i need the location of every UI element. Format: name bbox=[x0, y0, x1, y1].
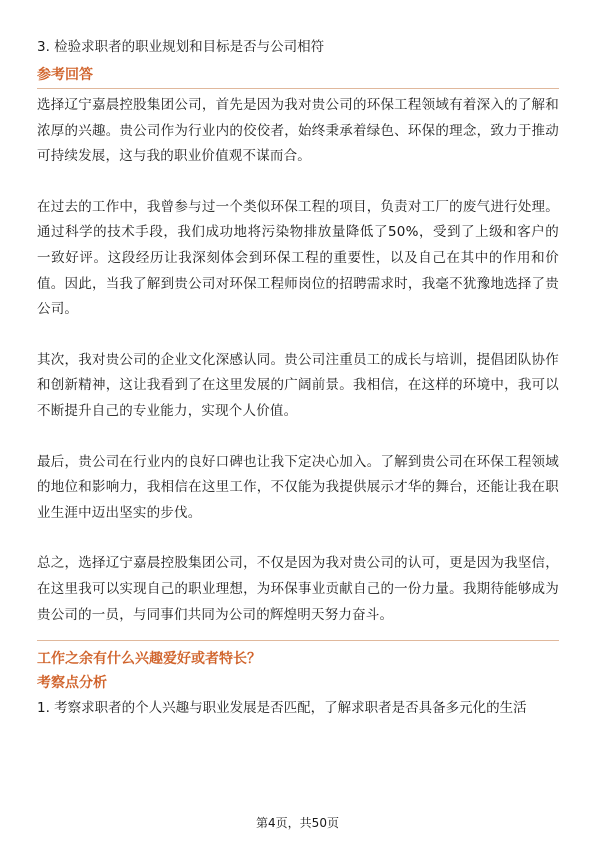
section-divider bbox=[37, 640, 559, 641]
analysis-heading: 考察点分析 bbox=[37, 675, 107, 692]
answer-heading: 参考回答 bbox=[37, 64, 559, 89]
answer-paragraph-3: 其次，我对贵公司的企业文化深感认同。贵公司注重员工的成长与培训，提倡团队协作和创新精神，这让我看到了在这里发展的广阔前景。我相信，在这样的环境中，我可以不断提升自己的专业能力，实现个人价值。 bbox=[37, 351, 559, 419]
answer-paragraph-4: 最后，贵公司在行业内的良好口碑也让我下定决心加入。了解到贵公司在环保工程领域的地位和影响力，我相信在这里工作，不仅能为我提供展示才华的舞台，还能让我在职业生涯中迈出坚实的步伐。 bbox=[37, 453, 559, 521]
answer-paragraph-2: 在过去的工作中，我曾参与过一个类似环保工程的项目，负责对工厂的废气进行处理。通过科学的技术手段，我们成功地将污染物排放量降低了50%，受到了上级和客户的一致好评。这段经历让我深刻体会到环保工程的重要性，以及自己在其中的作用和价值。因此，当我了解到贵公司对环保工程师岗位的招聘需求时，我毫不犹豫地选择了贵公司。 bbox=[37, 198, 559, 318]
criteria-item-3: 3. 检验求职者的职业规划和目标是否与公司相符 bbox=[37, 39, 325, 55]
page-footer: 第4页，共50页 bbox=[256, 816, 339, 830]
answer-paragraph-5: 总之，选择辽宁嘉晨控股集团公司，不仅是因为我对贵公司的认可，更是因为我坚信，在这里我可以实现自己的职业理想，为环保事业贡献自己的一份力量。我期待能够成为贵公司的一员，与同事们共同为公司的辉煌明天努力奋斗。 bbox=[37, 555, 559, 623]
page-content bbox=[37, 34, 559, 721]
analysis-item-1: 1. 考察求职者的个人兴趣与职业发展是否匹配，了解求职者是否具备多元化的生活 bbox=[37, 700, 527, 717]
question-heading: 工作之余有什么兴趣爱好或者特长？ bbox=[37, 651, 261, 668]
answer-paragraph-1: 选择辽宁嘉晨控股集团公司，首先是因为我对贵公司的环保工程领域有着深入的了解和浓厚的兴趣。贵公司作为行业内的佼佼者，始终秉承着绿色、环保的理念，致力于推动可持续发展，这与我的职业价值观不谋而合。 bbox=[37, 97, 559, 165]
